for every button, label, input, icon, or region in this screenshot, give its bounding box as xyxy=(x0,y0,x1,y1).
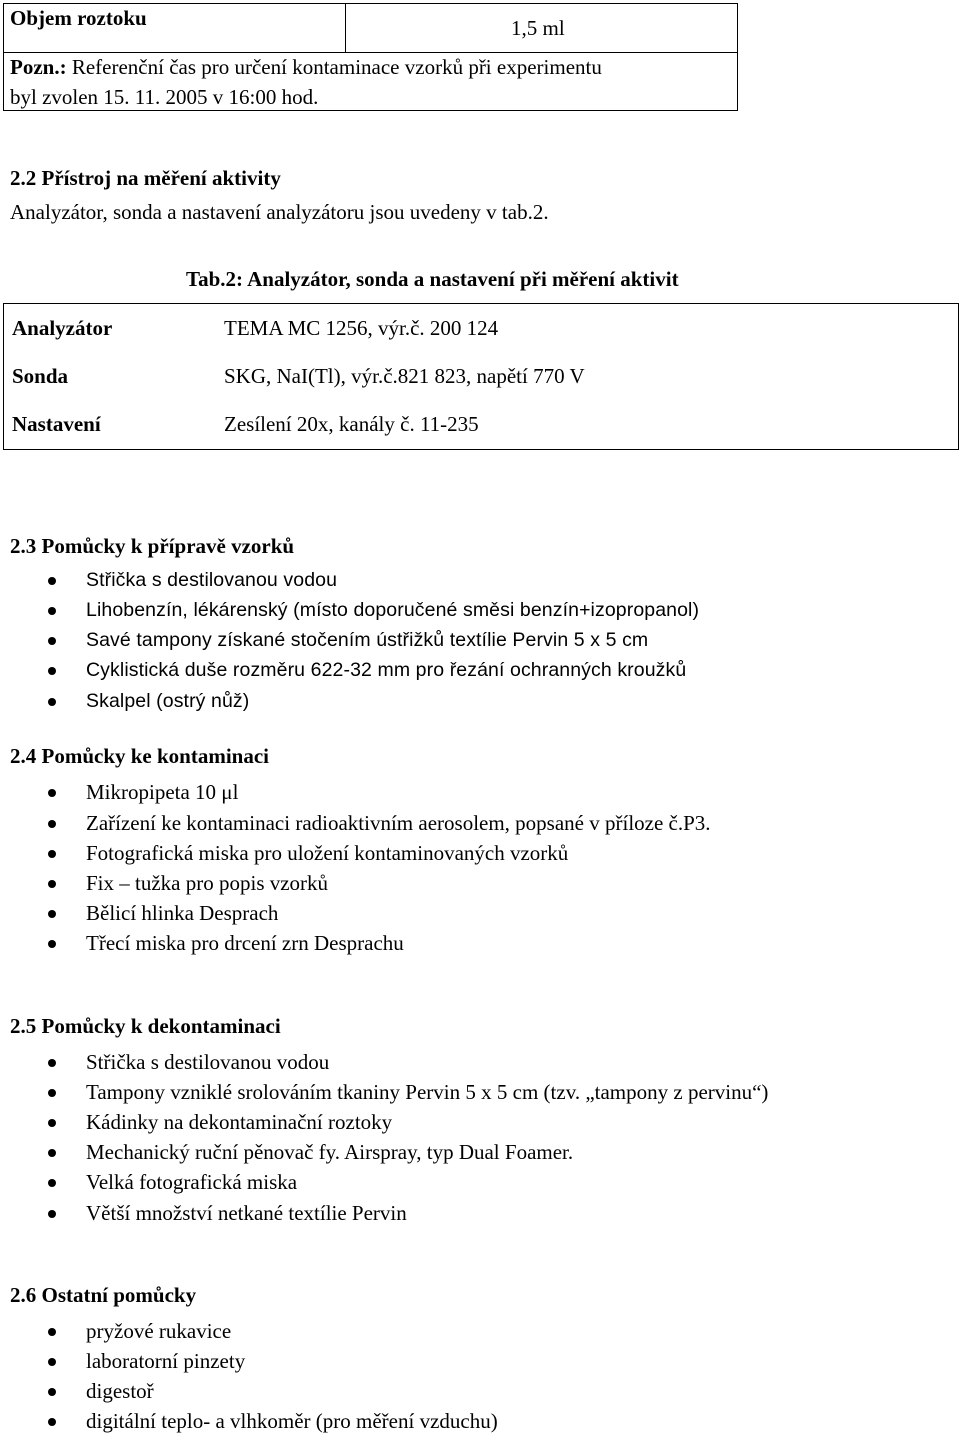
list-item: Tampony vzniklé srolováním tkaniny Pervin 5 x 5 cm (tzv. „tampony z pervinu“) xyxy=(86,1080,769,1104)
bullet-icon xyxy=(48,880,56,888)
note-line-1 xyxy=(10,55,602,80)
table-divider xyxy=(4,52,737,53)
bullet-icon xyxy=(48,1388,56,1396)
note-text: Referenční čas pro určení kontaminace vzorků při experimentu xyxy=(66,55,602,79)
section-2-3-heading: 2.3 Pomůcky k přípravě vzorků xyxy=(10,534,295,558)
volume-label: Objem roztoku xyxy=(10,6,147,30)
list-item: Fotografická miska pro uložení kontaminovaných vzorků xyxy=(86,841,569,865)
bullet-icon xyxy=(48,1179,56,1187)
list-item: Střička s destilovanou vodou xyxy=(86,1050,330,1074)
row-label-settings: Nastavení xyxy=(12,412,101,436)
bullet-icon xyxy=(48,1418,56,1426)
row-value-settings: Zesílení 20x, kanály č. 11-235 xyxy=(224,412,479,436)
list-item: Lihobenzín, lékárenský (místo doporučené směsi benzín+izopropanol) xyxy=(86,599,700,621)
list-item: Střička s destilovanou vodou xyxy=(86,569,338,591)
bullet-icon xyxy=(48,577,56,585)
row-label-probe: Sonda xyxy=(12,364,69,388)
list-item: Mikropipeta 10 μl xyxy=(86,780,239,804)
bullet-icon xyxy=(48,1328,56,1336)
list-item: Větší množství netkané textílie Pervin xyxy=(86,1201,407,1225)
bullet-icon xyxy=(48,607,56,615)
row-value-analyzer: TEMA MC 1256, výr.č. 200 124 xyxy=(224,316,499,340)
bullet-icon xyxy=(48,940,56,948)
list-item: digestoř xyxy=(86,1379,154,1403)
list-item: Kádinky na dekontaminační roztoky xyxy=(86,1110,393,1134)
list-item: pryžové rukavice xyxy=(86,1319,232,1343)
list-item: Skalpel (ostrý nůž) xyxy=(86,690,250,712)
table-divider xyxy=(345,4,346,52)
bullet-icon xyxy=(48,910,56,918)
bullet-icon xyxy=(48,667,56,675)
list-item: Zařízení ke kontaminaci radioaktivním aerosolem, popsané v příloze č.P3. xyxy=(86,811,711,835)
list-item: Cyklistická duše rozměru 622-32 mm pro řezání ochranných kroužků xyxy=(86,659,687,681)
bullet-icon xyxy=(48,789,56,797)
list-item: Savé tampony získané stočením ústřižků textílie Pervin 5 x 5 cm xyxy=(86,629,649,651)
bullet-icon xyxy=(48,1119,56,1127)
bullet-icon xyxy=(48,1059,56,1067)
bullet-icon xyxy=(48,1210,56,1218)
list-item: Třecí miska pro drcení zrn Desprachu xyxy=(86,931,404,955)
list-item: Bělicí hlinka Desprach xyxy=(86,901,279,925)
bullet-icon xyxy=(48,820,56,828)
bullet-icon xyxy=(48,637,56,645)
section-2-5-heading: 2.5 Pomůcky k dekontaminaci xyxy=(10,1014,281,1038)
note-line-2: byl zvolen 15. 11. 2005 v 16:00 hod. xyxy=(10,85,319,109)
row-value-probe: SKG, NaI(Tl), výr.č.821 823, napětí 770 V xyxy=(224,364,585,388)
note-label: Pozn.: xyxy=(10,55,67,79)
bullet-icon xyxy=(48,1358,56,1366)
bullet-icon xyxy=(48,1089,56,1097)
list-item: Fix – tužka pro popis vzorků xyxy=(86,871,329,895)
list-item: laboratorní pinzety xyxy=(86,1349,246,1373)
list-item: Mechanický ruční pěnovač fy. Airspray, typ Dual Foamer. xyxy=(86,1140,574,1164)
bullet-icon xyxy=(48,850,56,858)
section-2-2-text: Analyzátor, sonda a nastavení analyzátoru jsou uvedeny v tab.2. xyxy=(10,200,549,224)
list-item: Velká fotografická miska xyxy=(86,1170,298,1194)
row-label-analyzer: Analyzátor xyxy=(12,316,113,340)
bullet-icon xyxy=(48,698,56,706)
section-2-6-heading: 2.6 Ostatní pomůcky xyxy=(10,1283,197,1307)
volume-value: 1,5 ml xyxy=(511,16,565,40)
bullet-icon xyxy=(48,1149,56,1157)
section-2-2-heading: 2.2 Přístroj na měření aktivity xyxy=(10,166,281,190)
tab2-caption: Tab.2: Analyzátor, sonda a nastavení při měření aktivit xyxy=(186,267,679,291)
list-item: digitální teplo- a vlhkoměr (pro měření vzduchu) xyxy=(86,1409,498,1433)
section-2-4-heading: 2.4 Pomůcky ke kontaminaci xyxy=(10,744,270,768)
